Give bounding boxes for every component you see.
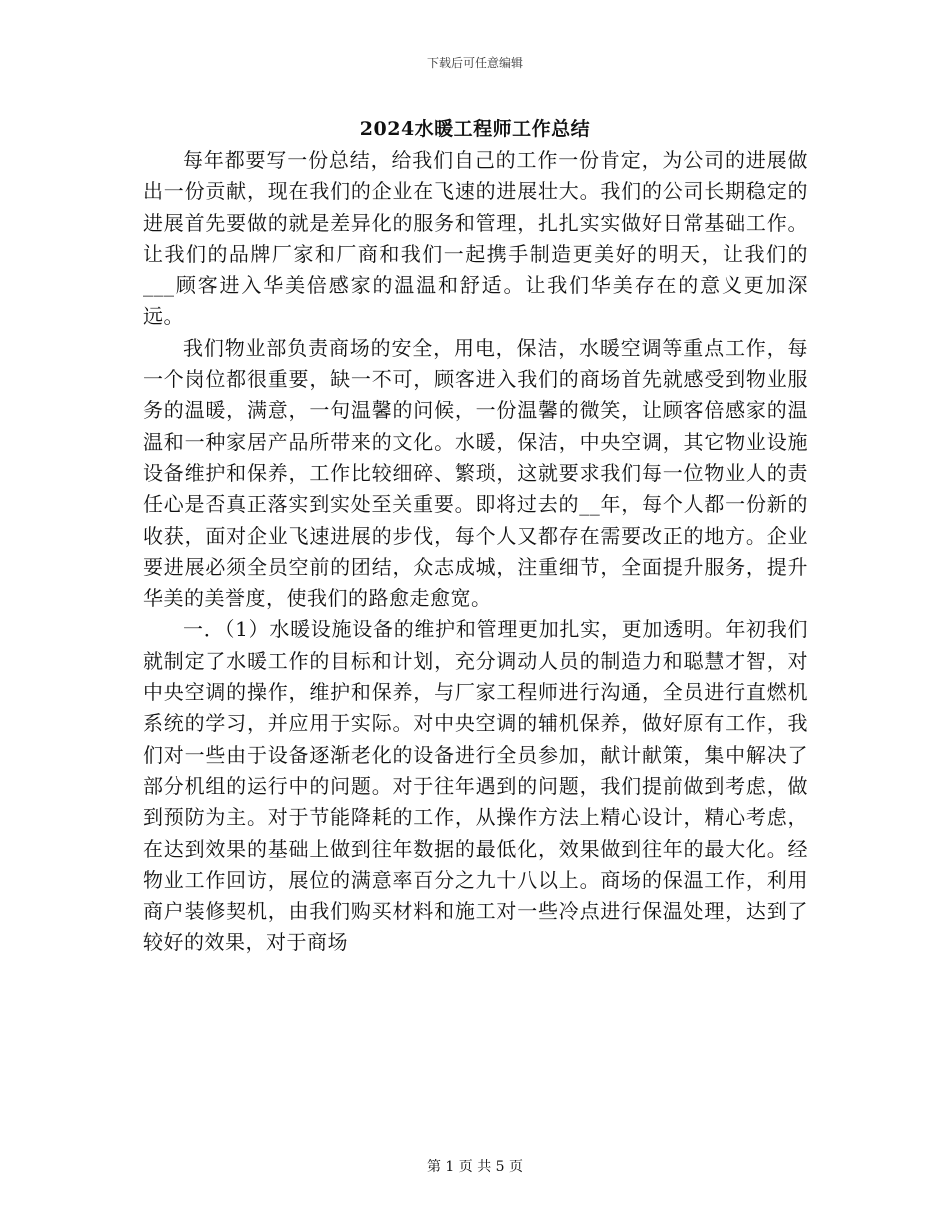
paragraph-1: 每年都要写一份总结，给我们自己的工作一份肯定，为公司的进展做出一份贡献，现在我们的企业在飞速的进展壮大。我们的公司长期稳定的进展首先要做的就是差异化的服务和管理，扎扎实实做好日常基础工作。让我们的品牌厂家和厂商和我们一起携手制造更美好的明天，让我们的___顾客进入华美倍感家的温温和舒适。让我们华美存在的意义更加深远。 [143,148,808,329]
document-body [143,145,808,959]
header-note: 下载后可任意编辑 [426,56,523,70]
page-footer: 第 1 页 共 5 页 [426,1159,524,1175]
document-title: 2024水暖工程师工作总结 [359,118,591,140]
paragraph-3: 一．（1）水暖设施设备的维护和管理更加扎实，更加透明。年初我们就制定了水暖工作的目标和计划，充分调动人员的制造力和聪慧才智，对中央空调的操作，维护和保养，与厂家工程师进行沟通，全员进行直燃机系统的学习，并应用于实际。对中央空调的辅机保养，做好原有工作，我们对一些由于设备逐渐老化的设备进行全员参加，献计献策，集中解决了部分机组的运行中的问题。对于往年遇到的问题，我们提前做到考虑，做到预防为主。对于节能降耗的工作，从操作方法上精心设计，精心考虑，在达到效果的基础上做到往年数据的最低化，效果做到往年的最大化。经物业工作回访，展位的满意率百分之九十八以上。商场的保温工作，利用商户装修契机，由我们购买材料和施工对一些冷点进行保温处理，达到了较好的效果，对于商场 [143,617,808,955]
paragraph-2: 我们物业部负责商场的安全，用电，保洁，水暖空调等重点工作，每一个岗位都很重要，缺一不可，顾客进入我们的商场首先就感受到物业服务的温暖，满意，一句温馨的问候，一份温馨的微笑，让顾客倍感家的温温和一种家居产品所带来的文化。水暖，保洁，中央空调，其它物业设施设备维护和保养，工作比较细碎、繁琐，这就要求我们每一位物业人的责任心是否真正落实到实处至关重要。即将过去的__年，每个人都一份新的收获，面对企业飞速进展的步伐，每个人又都存在需要改正的地方。企业要进展必须全员空前的团结，众志成城，注重细节，全面提升服务，提升华美的美誉度，使我们的路愈走愈宽。 [143,335,808,611]
